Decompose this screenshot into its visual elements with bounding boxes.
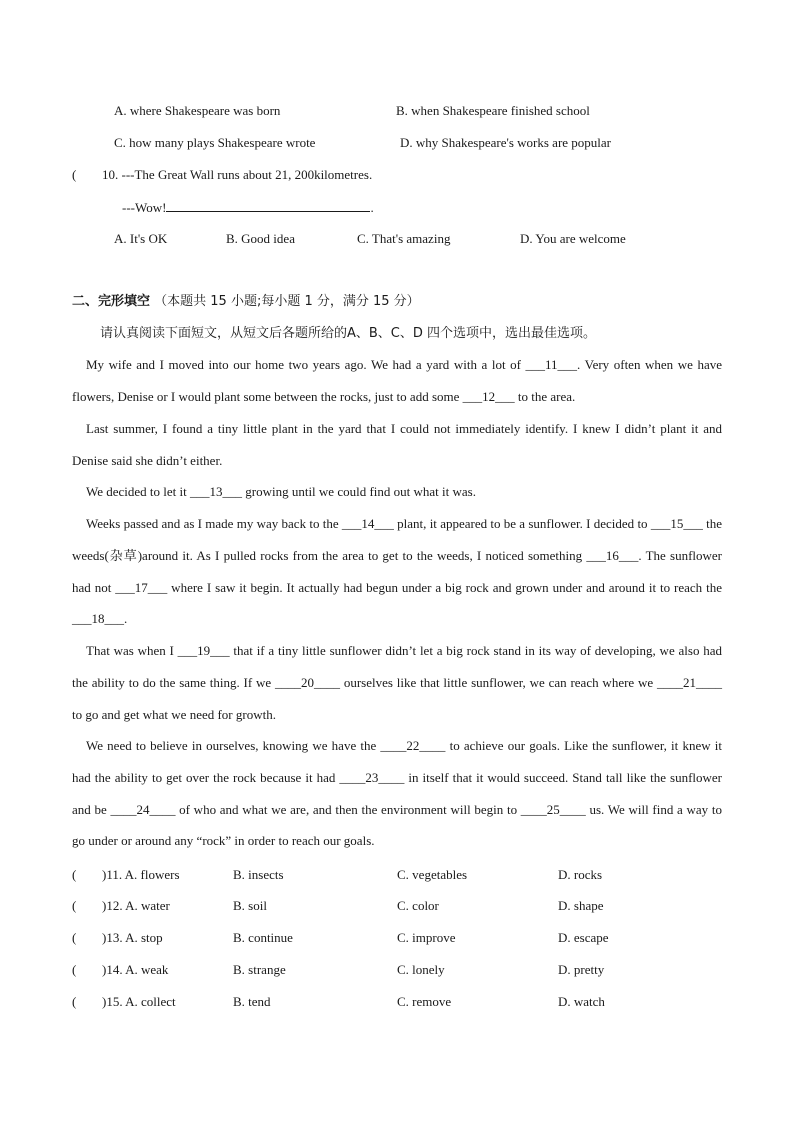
section2-instruction: 请认真阅读下面短文，从短文后各题所给的A、B、C、D 四个选项中，选出最佳选项。 — [100, 326, 597, 341]
q12-option-a: )12. A. water — [102, 898, 170, 913]
q14-option-b: B. strange — [233, 962, 286, 977]
q10-option-d: D. You are welcome — [520, 231, 626, 246]
q10-reply — [122, 199, 374, 216]
q14-paren-open: ( — [72, 962, 77, 977]
section2-header — [72, 294, 420, 310]
q12-option-b: B. soil — [233, 898, 267, 913]
q15-option-d: D. watch — [558, 994, 605, 1009]
q10-answer-blank[interactable] — [166, 199, 370, 212]
q12-option-c: C. color — [397, 898, 439, 913]
q13-option-d: D. escape — [558, 930, 609, 945]
section2-title: 二、完形填空 — [72, 294, 151, 309]
passage-paragraph-6: We need to believe in ourselves, knowing we have the ____22____ to achieve our goals. Like the sunflower, it knew it had the ability to get over the rock because it had ____23____ in itself that it would succeed. Stand tall like the sunflower and be ____24____ of who and what we are, and then the environment will begin to ____25____ us. We will find a way to go under or around any “rock” in order to reach our goals. — [72, 738, 722, 849]
passage-paragraph-3: We decided to let it ___13___ growing until we could find out what it was. — [86, 484, 476, 499]
q13-option-a: )13. A. stop — [102, 930, 163, 945]
q10-option-c: C. That's amazing — [357, 231, 451, 246]
q9-option-a: A. where Shakespeare was born — [114, 103, 281, 118]
passage-paragraph-1: My wife and I moved into our home two years ago. We had a yard with a lot of ___11___. Very often when we have flowers, Denise or I would plant some between the rocks, just to add some ___12___ to the area. — [72, 357, 722, 404]
q15-option-a: )15. A. collect — [102, 994, 176, 1009]
q14-option-d: D. pretty — [558, 962, 605, 977]
section2-note: （本题共 15 小题;每小题 1 分，满分 15 分） — [154, 294, 420, 309]
q15-paren-open: ( — [72, 994, 77, 1009]
q9-option-d: D. why Shakespeare's works are popular — [400, 135, 612, 150]
q11-option-b: B. insects — [233, 867, 284, 882]
passage-paragraph-2: Last summer, I found a tiny little plant in the yard that I could not immediately identify. I knew I didn’t plant it and Denise said she didn’t either. — [72, 421, 722, 468]
q10-option-b: B. Good idea — [226, 231, 295, 246]
q13-option-b: B. continue — [233, 930, 293, 945]
q10-option-a: A. It's OK — [114, 231, 168, 246]
q11-option-a: )11. A. flowers — [102, 867, 180, 882]
q10-reply-prefix: ---Wow! — [122, 200, 167, 215]
q13-paren-open: ( — [72, 930, 77, 945]
q15-option-b: B. tend — [233, 994, 271, 1009]
q11-option-c: C. vegetables — [397, 867, 468, 882]
passage-paragraph-5: That was when I ___19___ that if a tiny little sunflower didn’t let a big rock stand in its way of developing, we also had the ability to do the same thing. If we ____20____ ourselves like that little sunflower, we can reach where we ____21____ to go and get what we need for growth. — [72, 643, 722, 722]
q11-option-d: D. rocks — [558, 867, 603, 882]
q13-option-c: C. improve — [397, 930, 456, 945]
q15-option-c: C. remove — [397, 994, 452, 1009]
q10-paren-open: ( — [72, 167, 77, 182]
q12-paren-open: ( — [72, 898, 77, 913]
q12-option-d: D. shape — [558, 898, 604, 913]
q10-stem: 10. ---The Great Wall runs about 21, 200kilometres. — [102, 167, 373, 182]
q9-option-c: C. how many plays Shakespeare wrote — [114, 135, 316, 150]
q14-option-a: )14. A. weak — [102, 962, 169, 977]
q11-paren-open: ( — [72, 867, 77, 882]
passage-paragraph-4: Weeks passed and as I made my way back to the ___14___ plant, it appeared to be a sunflower. I decided to ___15___ the weeds(杂草)around it. As I pulled rocks from the area to get to the weeds, I noticed something ___16___. The sunflower had not ___17___ where I saw it begin. It actually had begun under a big rock and grown under and around it to reach the ___18___. — [72, 516, 722, 627]
q9-option-b: B. when Shakespeare finished school — [396, 103, 590, 118]
q10-reply-suffix: . — [370, 200, 374, 215]
q14-option-c: C. lonely — [397, 962, 445, 977]
